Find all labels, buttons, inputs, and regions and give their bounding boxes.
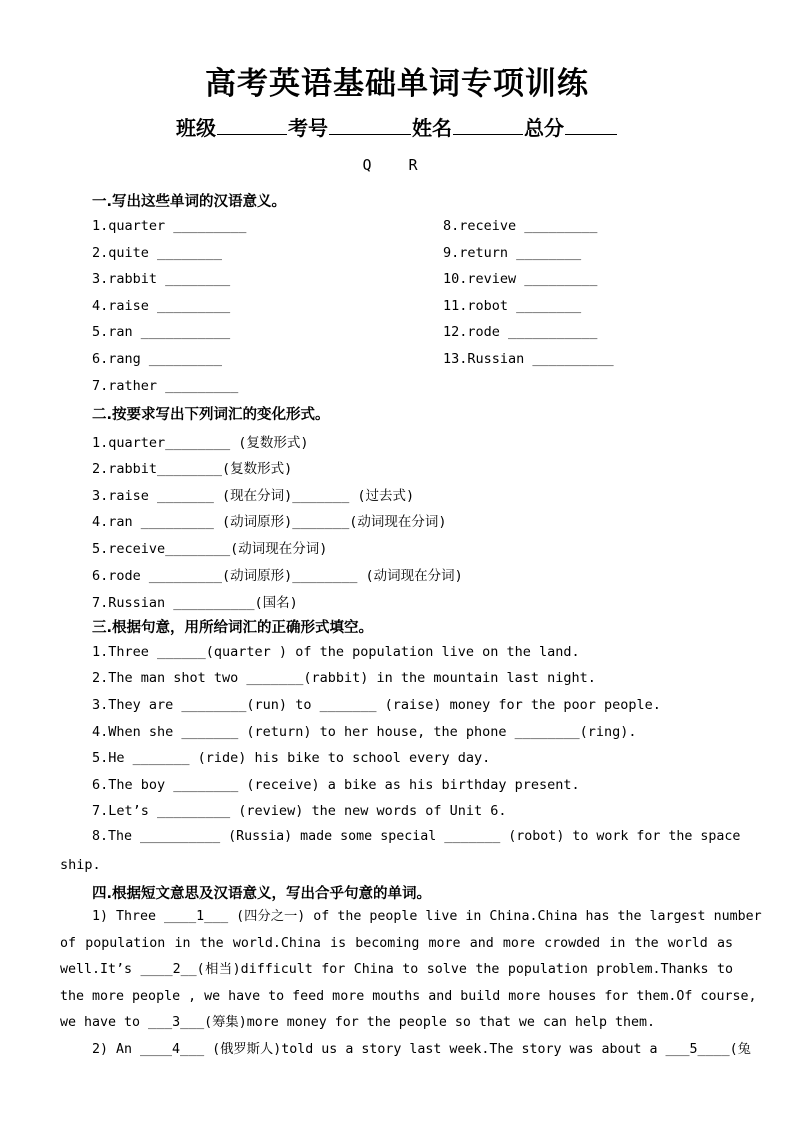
section1-heading: 一.写出这些单词的汉语意义。: [92, 194, 287, 210]
s2-item: 2.rabbit________(复数形式): [92, 461, 293, 477]
s3-item-8-line2: ship.: [60, 857, 101, 873]
s2-item: 5.receive________(动词现在分词): [92, 541, 328, 557]
s2-item: 1.quarter________ (复数形式): [92, 435, 309, 451]
s2-item: 7.Russian __________(国名): [92, 595, 298, 611]
class-blank[interactable]: [217, 116, 287, 135]
section4-heading: 四.根据短文意思及汉语意义，写出合乎句意的单词。: [92, 886, 432, 902]
s1-right-item: 10.review _________: [443, 271, 598, 287]
name-blank[interactable]: [453, 116, 523, 135]
s4-p1-line: the more people , we have to feed more mouths and build more houses for them.Of course,: [60, 988, 757, 1004]
s3-item: 5.He _______ (ride) his bike to school every day.: [92, 750, 491, 766]
s1-left-item: 2.quite ________: [92, 245, 223, 261]
s3-item: 6.The boy ________ (receive) a bike as his birthday present.: [92, 777, 580, 793]
s1-right-item: 11.robot ________: [443, 298, 582, 314]
s3-item: 7.Let’s _________ (review) the new words of Unit 6.: [92, 803, 507, 819]
s2-item: 3.raise _______ (现在分词)_______ (过去式): [92, 488, 415, 504]
s1-right-item: 13.Russian __________: [443, 351, 614, 367]
s2-item: 6.rode _________(动词原形)________ (动词现在分词): [92, 568, 463, 584]
s2-item: 4.ran _________ (动词原形)_______(动词现在分词): [92, 514, 447, 530]
s3-item: 2.The man shot two _______(rabbit) in the mountain last night.: [92, 670, 596, 686]
s1-left-item: 5.ran ___________: [92, 324, 231, 340]
s1-right-item: 8.receive _________: [443, 218, 598, 234]
s3-item-8-line1: 8.The __________ (Russia) made some special _______ (robot) to work for the space: [92, 829, 741, 844]
s4-p1-line: of population in the world.China is becoming more and more crowded in the world as: [60, 935, 733, 951]
s3-item: 4.When she _______ (return) to her house, the phone ________(ring).: [92, 724, 637, 740]
s4-p1-line: well.It’s ____2__(相当)difficult for China to solve the population problem.Thanks to: [60, 962, 733, 978]
score-label: 总分: [524, 116, 564, 140]
section2-heading: 二.按要求写出下列词汇的变化形式。: [92, 407, 330, 423]
s3-item: 3.They are ________(run) to _______ (raise) money for the poor people.: [92, 697, 661, 713]
score-blank[interactable]: [565, 116, 617, 135]
student-info-line: [0, 112, 794, 141]
s3-item-8: [92, 824, 741, 851]
number-blank[interactable]: [329, 116, 411, 135]
section3-heading: 三.根据句意，用所给词汇的正确形式填空。: [92, 620, 374, 636]
s1-right-item: 9.return ________: [443, 245, 582, 261]
s1-right-item: 12.rode ___________: [443, 324, 598, 340]
s3-item: 1.Three ______(quarter ) of the population live on the land.: [92, 644, 580, 660]
s1-left-item: 4.raise _________: [92, 298, 231, 314]
class-label: 班级: [176, 116, 216, 140]
number-label: 考号: [288, 116, 328, 140]
page-title: 高考英语基础单词专项训练: [205, 66, 589, 102]
s4-p1-line: 1) Three ____1___ (四分之一) of the people live in China.China has the largest number: [92, 909, 762, 924]
s1-left-item: 6.rang _________: [92, 351, 223, 367]
s1-left-item: 1.quarter _________: [92, 218, 247, 234]
s4-paragraph-1: [60, 904, 762, 1037]
name-label: 姓名: [412, 116, 452, 140]
s4-p1-line: we have to ___3___(筹集)more money for the people so that we can help them.: [60, 1015, 655, 1031]
s1-left-item: 7.rather _________: [92, 378, 239, 394]
s4-p2-line: 2) An ____4___ (俄罗斯人)told us a story last week.The story was about a ___5____(兔: [92, 1042, 751, 1057]
s4-paragraph-2: [60, 1037, 751, 1064]
s1-left-item: 3.rabbit ________: [92, 271, 231, 287]
letters-heading: Q R: [362, 156, 432, 174]
